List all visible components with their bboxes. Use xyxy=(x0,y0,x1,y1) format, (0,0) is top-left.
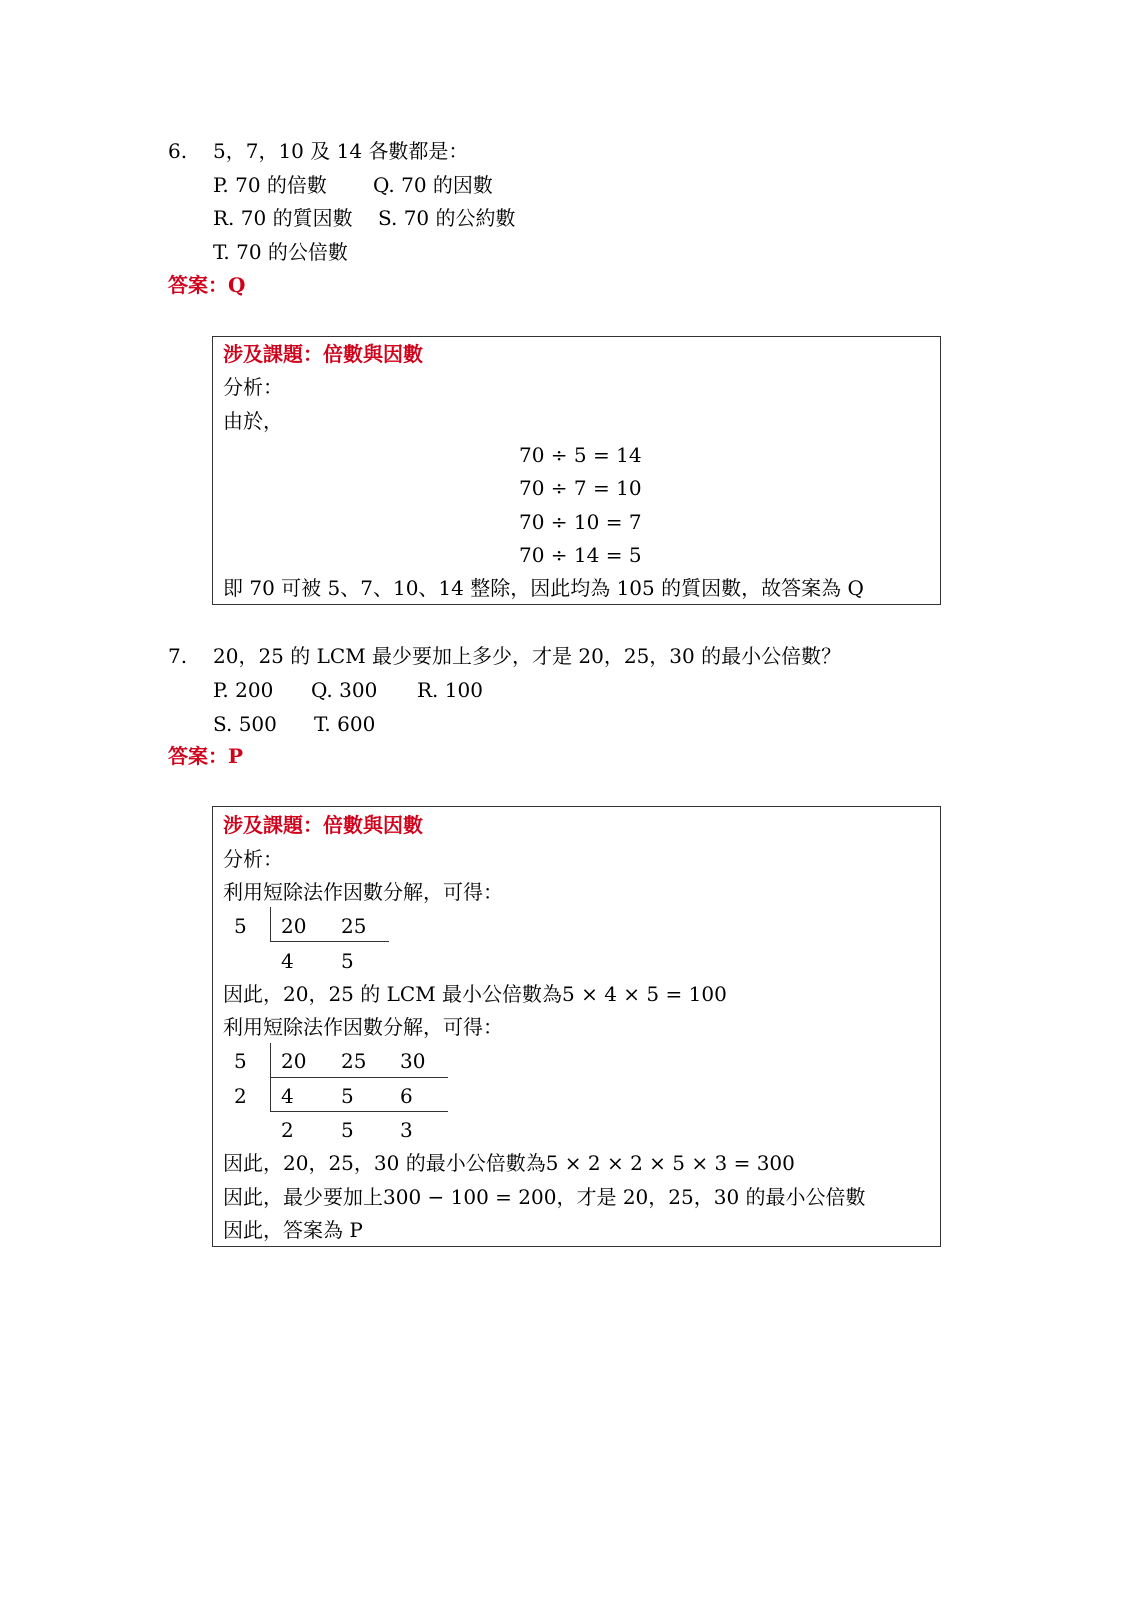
method-text: 利用短除法作因數分解，可得： xyxy=(223,1015,503,1039)
method-text: 利用短除法作因數分解，可得： xyxy=(223,880,503,904)
topic-heading: 涉及課題：倍數與因數 xyxy=(223,813,423,837)
solution-box-7 xyxy=(212,806,941,1247)
option-q: Q. 300 xyxy=(311,678,378,702)
dividend-cell: 30 xyxy=(400,1049,426,1073)
option-p: P. 200 xyxy=(213,678,274,702)
answer-label: 答案：P xyxy=(168,744,244,768)
option-q: Q. 70 的因數 xyxy=(373,173,493,197)
analysis-label: 分析： xyxy=(223,375,283,399)
option-r: R. 70 的質因數 xyxy=(213,206,353,230)
option-t: T. 600 xyxy=(314,712,376,736)
analysis-label: 分析： xyxy=(223,847,283,871)
division-line xyxy=(270,1077,448,1078)
dividend-cell: 25 xyxy=(341,914,367,938)
option-s: S. 500 xyxy=(213,712,277,736)
option-p: P. 70 的倍數 xyxy=(213,173,327,197)
quotient-cell: 3 xyxy=(400,1118,413,1142)
option-t: T. 70 的公倍數 xyxy=(213,240,348,264)
quotient-cell: 2 xyxy=(281,1118,294,1142)
equation-3: 70 ÷ 10 = 7 xyxy=(519,510,642,534)
conclusion-text: 即 70 可被 5、7、10、14 整除，因此均為 105 的質因數，故答案為 Q xyxy=(223,576,864,600)
option-r: R. 100 xyxy=(417,678,483,702)
quotient-cell: 5 xyxy=(341,1118,354,1142)
final-answer-line: 因此，答案為 P xyxy=(223,1218,363,1242)
lcm-line: 因此，20，25，30 的最小公倍數為5 × 2 × 2 × 5 × 3 = 300 xyxy=(223,1151,795,1175)
divisor: 5 xyxy=(234,914,247,938)
option-s: S. 70 的公約數 xyxy=(378,206,516,230)
question-number: 7. xyxy=(168,644,188,668)
dividend-cell: 4 xyxy=(281,1084,294,1108)
dividend-cell: 25 xyxy=(341,1049,367,1073)
quotient-cell: 5 xyxy=(341,949,354,973)
equation-2: 70 ÷ 7 = 10 xyxy=(519,476,642,500)
division-line xyxy=(270,1111,448,1112)
dividend-cell: 20 xyxy=(281,914,307,938)
solution-box-6 xyxy=(212,336,941,605)
divisor: 2 xyxy=(234,1084,247,1108)
question-number: 6. xyxy=(168,139,188,163)
dividend-cell: 20 xyxy=(281,1049,307,1073)
equation-1: 70 ÷ 5 = 14 xyxy=(519,443,642,467)
answer-label: 答案：Q xyxy=(168,273,246,297)
intro-text: 由於， xyxy=(223,409,283,433)
question-stem: 5，7，10 及 14 各數都是： xyxy=(213,139,469,163)
divisor: 5 xyxy=(234,1049,247,1073)
division-line xyxy=(270,941,389,942)
quotient-cell: 4 xyxy=(281,949,294,973)
dividend-cell: 5 xyxy=(341,1084,354,1108)
equation-4: 70 ÷ 14 = 5 xyxy=(519,543,642,567)
dividend-cell: 6 xyxy=(400,1084,413,1108)
difference-line: 因此，最少要加上300 − 100 = 200，才是 20，25，30 的最小公倍數 xyxy=(223,1185,866,1209)
question-stem: 20，25 的 LCM 最少要加上多少，才是 20，25，30 的最小公倍數？ xyxy=(213,644,842,668)
lcm-line: 因此，20，25 的 LCM 最小公倍數為5 × 4 × 5 = 100 xyxy=(223,982,727,1006)
topic-heading: 涉及課題：倍數與因數 xyxy=(223,342,423,366)
division-bar xyxy=(270,907,271,941)
